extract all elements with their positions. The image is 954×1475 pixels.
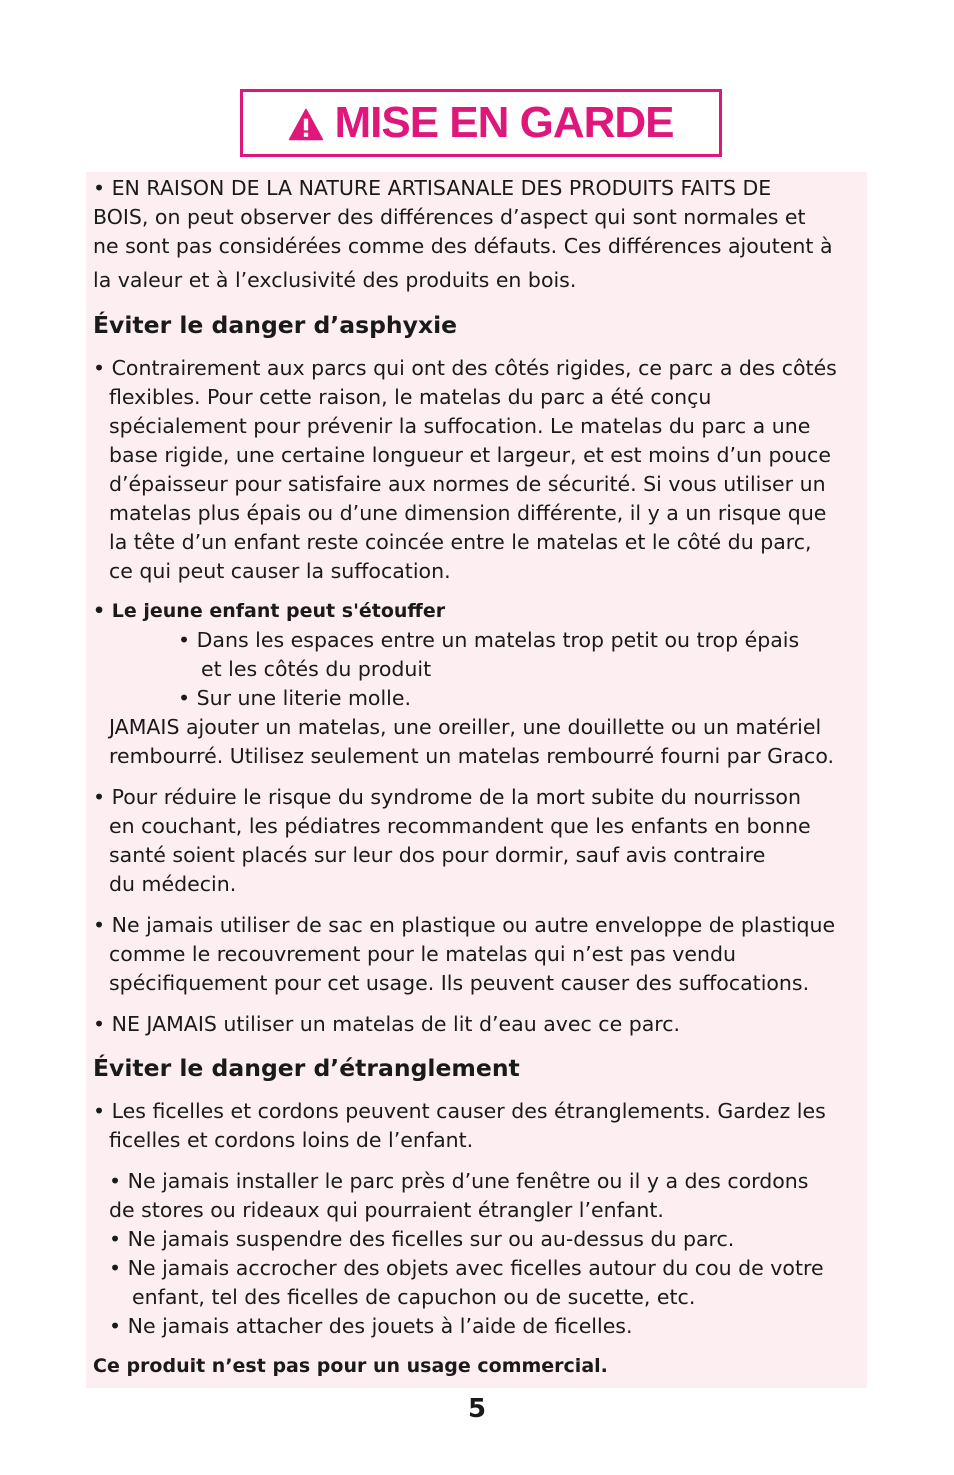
section-heading-asphyxia: Éviter le danger d’asphyxie [93, 311, 458, 339]
intro-line: ne sont pas considérées comme des défauts. Ces différences ajoutent à [93, 234, 833, 258]
paragraph-line: • Pour réduire le risque du syndrome de la mort subite du nourrisson [93, 785, 801, 809]
page-number: 5 [467, 1394, 487, 1424]
intro-line: la valeur et à l’exclusivité des produits en bois. [93, 268, 577, 292]
paragraph-line: spécialement pour prévenir la suffocation. Le matelas du parc a une [109, 414, 811, 438]
sub-bullet-line: • Ne jamais accrocher des objets avec ficelles autour du cou de votre [109, 1256, 824, 1280]
sub-bullet-line: • Sur une literie molle. [178, 686, 411, 710]
intro-line: BOIS, on peut observer des différences d’aspect qui sont normales et [93, 205, 806, 229]
sub-bullet-line: enfant, tel des ficelles de capuchon ou de sucette, etc. [132, 1285, 696, 1309]
paragraph-line: base rigide, une certaine longueur et largeur, et est moins d’un pouce [109, 443, 831, 467]
paragraph-line: la tête d’un enfant reste coincée entre le matelas et le côté du parc, [109, 530, 812, 554]
paragraph-line: ce qui peut causer la suffocation. [109, 559, 451, 583]
sub-bullet-line: • Ne jamais installer le parc près d’une fenêtre ou il y a des cordons [109, 1169, 809, 1193]
intro-line: • EN RAISON DE LA NATURE ARTISANALE DES PRODUITS FAITS DE [93, 176, 772, 200]
sub-bullet-line: • Ne jamais attacher des jouets à l’aide de ficelles. [109, 1314, 633, 1338]
sub-bullet-line: • Dans les espaces entre un matelas trop petit ou trop épais [178, 628, 800, 652]
paragraph-line: flexibles. Pour cette raison, le matelas du parc a été conçu [109, 385, 712, 409]
paragraph-line: d’épaisseur pour satisfaire aux normes de sécurité. Si vous utiliser un [109, 472, 826, 496]
bold-bullet-suffocation: • Le jeune enfant peut s'étouffer [93, 600, 446, 622]
paragraph-line: • Les ficelles et cordons peuvent causer des étranglements. Gardez les [93, 1099, 826, 1123]
paragraph-line: en couchant, les pédiatres recommandent que les enfants en bonne [109, 814, 811, 838]
paragraph-line: comme le recouvrement pour le matelas qui n’est pas vendu [109, 942, 736, 966]
paragraph-line: • NE JAMAIS utiliser un matelas de lit d’eau avec ce parc. [93, 1012, 681, 1036]
paragraph-line: rembourré. Utilisez seulement un matelas rembourré fourni par Graco. [109, 744, 835, 768]
paragraph-line: • Contrairement aux parcs qui ont des côtés rigides, ce parc a des côtés [93, 356, 837, 380]
paragraph-line: • Ne jamais utiliser de sac en plastique ou autre enveloppe de plastique [93, 913, 836, 937]
paragraph-line: ficelles et cordons loins de l’enfant. [109, 1128, 474, 1152]
sub-bullet-line: de stores ou rideaux qui pourraient étrangler l’enfant. [109, 1198, 664, 1222]
paragraph-line: JAMAIS ajouter un matelas, une oreiller, une douillette ou un matériel [109, 715, 822, 739]
warning-triangle-icon [288, 107, 324, 143]
warning-banner [240, 89, 722, 157]
paragraph-line: du médecin. [109, 872, 237, 896]
paragraph-line: matelas plus épais ou d’une dimension différente, il y a un risque que [109, 501, 827, 525]
sub-bullet-line: et les côtés du produit [201, 657, 432, 681]
commercial-use-note: Ce produit n’est pas pour un usage commercial. [93, 1355, 608, 1377]
paragraph-line: santé soient placés sur leur dos pour dormir, sauf avis contraire [109, 843, 766, 867]
sub-bullet-line: • Ne jamais suspendre des ficelles sur ou au-dessus du parc. [109, 1227, 735, 1251]
section-heading-strangulation: Éviter le danger d’étranglement [93, 1054, 520, 1082]
warning-title: MISE EN GARDE [334, 98, 674, 147]
paragraph-line: spécifiquement pour cet usage. Ils peuvent causer des suffocations. [109, 971, 810, 995]
